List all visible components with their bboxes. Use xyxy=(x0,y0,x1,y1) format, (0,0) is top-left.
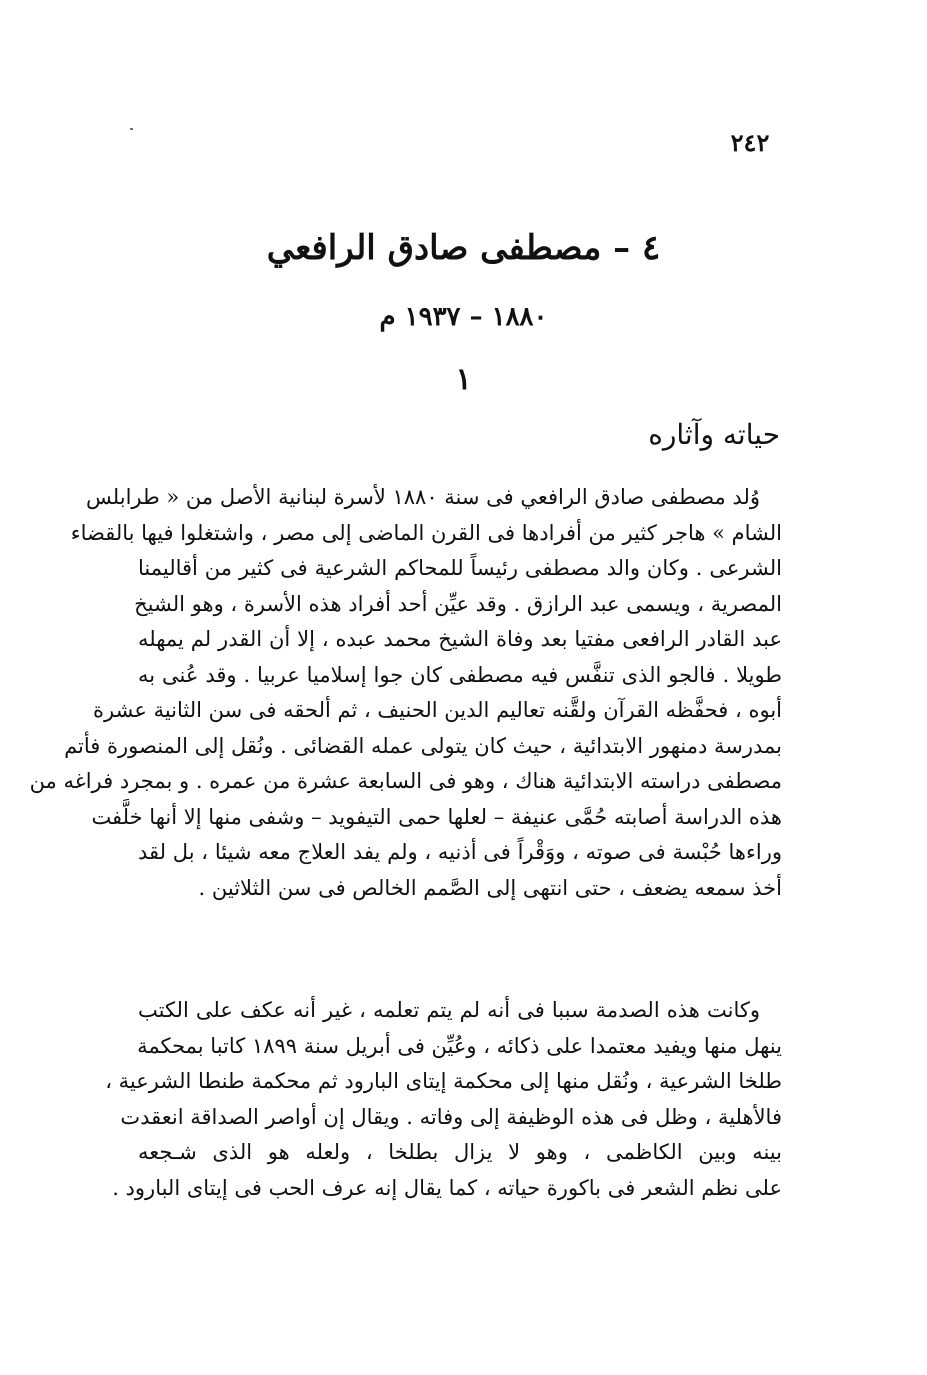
text-line: وراءها حُبْسة فى صوته ، ووَقْراً فى أذنيه ، ولم يفد العلاج معه شيئا ، بل لقد xyxy=(138,840,782,864)
paragraph-1 xyxy=(29,480,782,906)
page-number: ٢٤٢ xyxy=(730,128,770,157)
paragraph-2 xyxy=(105,993,782,1206)
text-line: فالأهلية ، وظل فى هذه الوظيفة إلى وفاته . ويقال إن أواصر الصداقة انعقدت xyxy=(120,1104,782,1129)
text-line: على نظم الشعر فى باكورة حياته ، كما يقال إنه عرف الحب فى إيتاى البارود . xyxy=(112,1175,782,1200)
text-line: أخذ سمعه يضعف ، حتى انتهى إلى الصَّمم الخالص فى سن الثلاثين . xyxy=(198,875,782,900)
text-line: طويلا . فالجو الذى تنفَّس فيه مصطفى كان جوا إسلاميا عربيا . وقد عُنى به xyxy=(138,662,782,687)
text-line: بمدرسة دمنهور الابتدائية ، حيث كان يتولى عمله القضائى . ونُقل إلى المنصورة فأتم xyxy=(64,733,782,758)
text-line: هذه الدراسة أصابته حُمَّى عنيفة – لعلها حمى التيفويد – وشفى منها إلا أنها خلَّفت xyxy=(91,804,782,829)
text-line: الشرعى . وكان والد مصطفى رئيساً للمحاكم الشرعية فى كثير من أقاليمنا xyxy=(138,556,782,580)
text-line: وكانت هذه الصدمة سببا فى أنه لم يتم تعلمه ، غير أنه عكف على الكتب xyxy=(138,998,760,1022)
text-line: عبد القادر الرافعى مفتيا بعد وفاة الشيخ محمد عبده ، إلا أن القدر لم يمهله xyxy=(138,627,782,651)
text-line: مصطفى دراسته الابتدائية هناك ، وهو فى السابعة عشرة من عمره . و بمجرد فراغه من xyxy=(29,769,782,793)
text-line: الشام » هاجر كثير من أفرادها فى القرن الماضى إلى مصر ، واشتغلوا فيها بالقضاء xyxy=(70,520,782,545)
text-line: بينه وبين الكاظمى ، وهو لا يزال بطلخا ، ولعله هو الذى شـجعه xyxy=(138,1140,782,1164)
section-heading: حياته وآثاره xyxy=(648,418,780,451)
text-line: وُلد مصطفى صادق الرافعي فى سنة ١٨٨٠ لأسرة لبنانية الأصل من « طرابلس xyxy=(86,485,760,509)
section-number: ١ xyxy=(455,362,472,397)
text-line: ينهل منها ويفيد معتمدا على ذكائه ، وعُيِّن فى أبريل سنة ١٨٩٩ كاتبا بمحكمة xyxy=(137,1033,782,1058)
chapter-title: ٤ – مصطفى صادق الرافعي xyxy=(266,228,661,268)
scan-speck xyxy=(130,128,133,130)
chapter-dates: ١٨٨٠ – ١٩٣٧ م xyxy=(379,302,548,332)
text-line: المصرية ، ويسمى عبد الرازق . وقد عيِّن أحد أفراد هذه الأسرة ، وهو الشيخ xyxy=(134,591,782,616)
text-line: أبوه ، فحفَّظه القرآن ولقَّنه تعاليم الدين الحنيف ، ثم ألحقه فى سن الثانية عشرة xyxy=(93,698,782,722)
text-line: طلخا الشرعية ، ونُقل منها إلى محكمة إيتاى البارود ثم محكمة طنطا الشرعية ، xyxy=(105,1069,782,1093)
